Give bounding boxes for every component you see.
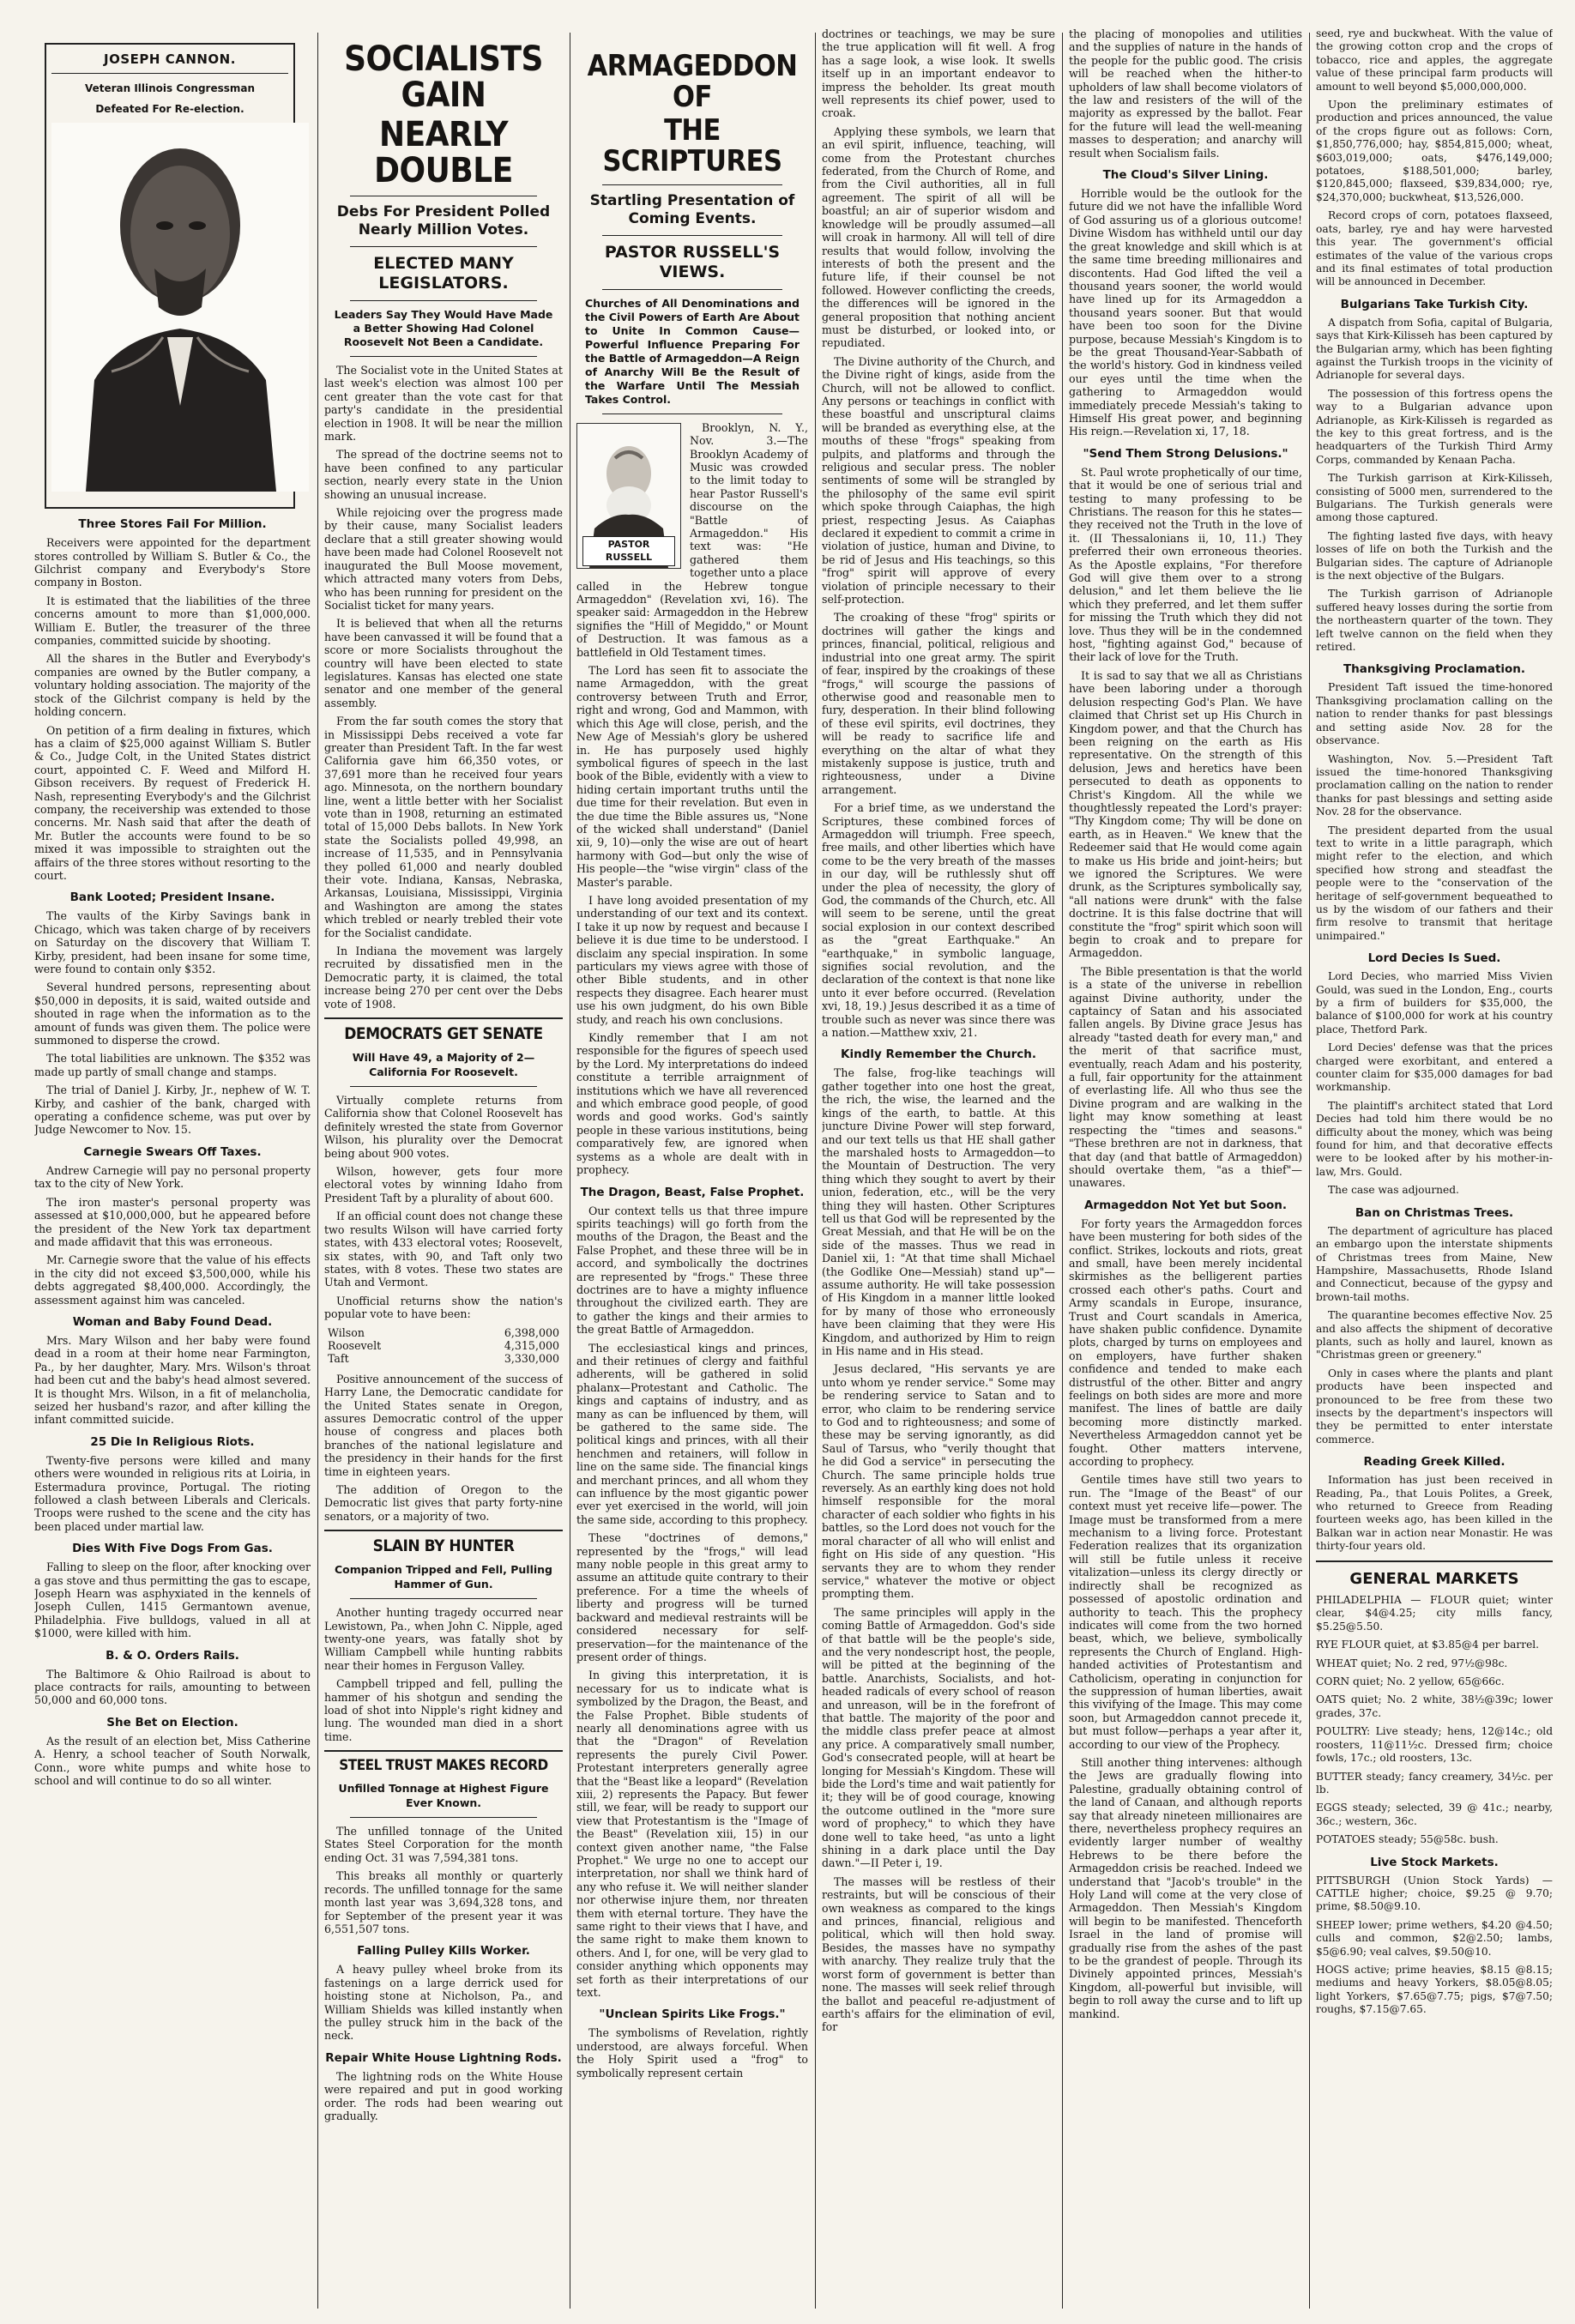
column-rule [1062,33,1063,2309]
market-line: CORN quiet; No. 2 yellow, 65@66c. [1316,1675,1505,1688]
paragraph: Andrew Carnegie will pay no personal property tax to the city of New York. [34,1163,311,1191]
paragraph: Applying these symbols, we learn that an evil spirit, influence, teaching, will come from the Protestant churches federated, from the Church of Rome, and from the Civil authorities, all in full agreement. The spirit of all will be boastful; an air of superior wisdom and knowledge will be proudly assumed—all will croak in harmony. All will tell of dire results that would follow, involving the interests of both the present and the future life, if their counsel be not followed. However conflicting the creeds, the differences will be ignored in the general proposition that nothing ancient must be disturbed, or looked into, or repudiated. [822,124,1055,350]
paragraph: This breaks all monthly or quarterly records. The unfilled tonnage for the same month last year was 3,694,328 tons, and for September of the present year it was 6,551,507 tons. [324,1869,563,1935]
paragraph: doctrines or teachings, we may be sure the true application will fit well. A frog has a sage look, a wise look. It swells itself up in an important endeavor to impress the beholder. Its great mouth well represents its chief power, used to croak. [822,27,1055,120]
vote-count: 6,398,000 [504,1325,559,1339]
paragraph: I have long avoided presentation of my understanding of our text and its context. I take it up now by request and because I believe it is due time to be understood. I disclaim any special inspiration. In some particulars my views agree with those of other Bible students, and in other respects they disagree. Each hearer must use his own judgment, do his own Bible study, and reach his own conclusions. [576,893,808,1026]
market-line: OATS quiet; No. 2 white, 38½@39c; lower grades, 37c. [1316,1693,1553,1719]
market-line: HOGS active; prime heavies, $8.15 @8.15; mediums and heavy Yorkers, $8.05@8.05; light Yorkers, $7.65@7.75; pigs, $7@7.50; roughs, $7.15@7.65. [1316,1963,1553,2016]
vote-count: 3,330,000 [504,1352,559,1366]
paragraph: Twenty-five persons were killed and many others were wounded in religious rits at Loiria, in Estermadura province, Portugal. The rioting followed a clash between Liberals and Clericals. Troops were rushed to the scene and the city has been placed under martial law. [34,1453,311,1533]
paragraph: The vaults of the Kirby Savings bank in Chicago, which was taken charge of by receivers on Saturday on the discovery that William T. Kirby, president, had been insane for some time, were found to contain only $352. [34,909,311,975]
paragraph: Information has just been received in Reading, Pa., that Louis Polites, a Greek, who returned to Greece from Reading fourteen weeks ago, has been killed in the Balkan war in action near Monastir. He was thirty-four years old. [1316,1474,1553,1553]
market-line: BUTTER steady; fancy creamery, 34½c. per lb. [1316,1770,1553,1796]
paragraph: Brooklyn, N. Y., Nov. 3.—The Brooklyn Academy of Music was crowded to the limit today to hear Pastor Russell's discourse on the "Battle of Armageddon." His text was: "He gathered them together unto a place called in the Hebrew tongue Armageddon" (Revelation xvi, 16). The speaker said: Armageddon in the Hebrew signifies the "Hill of Megiddo," or Mount of Destruction. It was famous as a battlefield in Old Testament times. [576,420,808,659]
subhead-not-yet: Armageddon Not Yet but Soon. [1083,1198,1288,1212]
column-1 [34,34,311,2307]
headline-live-stock: Live Stock Markets. [1370,1855,1499,1869]
cannon-portrait-box [45,43,295,509]
column-4 [822,27,1055,2307]
paragraph: It is believed that when all the returns have been canvassed it will be found that a score or more Socialists throughout the country will have been elected to state legislatures. Kansas has elected one state senator and one member of the general assembly. [324,617,563,709]
column-rule [317,33,318,2309]
column-5 [1069,27,1302,2307]
headline-woman-baby: Woman and Baby Found Dead. [72,1314,273,1329]
paragraph: Horrible would be the outlook for the future did we not have the infallible Word of God assuring us of a glorious outcome! Divine Wisdom has withheld until our day the great knowledge and skill which is at the same time breeding millionaires and discontents. Had God lifted the veil a thousand years sooner, the world would have lined up for its Armageddon a thousand years sooner. But that would have been too soon for the Divine purpose, because Messiah's Kingdom is to be the great Thousand-Year-Sabbath of the world's history. God in kindness veiled our eyes until the time when the gathering to Armageddon would immediately precede Messiah's taking to Himself His great power, and beginning His reign.—Revelation xi, 17, 18. [1069,187,1302,438]
paragraph: It is estimated that the liabilities of the three concerns amount to more than $1,000,000. William E. Butler, the treasurer of the three companies, committed suicide by shooting. [34,594,311,648]
paragraph: While rejoicing over the progress made by their cause, many Socialist leaders declare that a still greater showing would have been made had Colonel Roosevelt not inaugurated the Bull Moose movement, which attracted many voters from Debs, who has been running for president on the Socialist ticket for many years. [324,506,563,612]
paragraph: On petition of a firm dealing in fixtures, which has a claim of $25,000 against William S. Butler & Co., Judge Colt, in the United States district court, appointed C. F. Weed and Milford H. Gibson receivers. By request of Frederick H. Nash, representing Everybody's and the Gilchrist company, the receivership was extended to those concerns. Mr. Nash said that after the death of Mr. Butler the accounts were found to be so mixed it was impossible to straighten out the affairs of the three stores without resorting to the court. [34,723,311,882]
candidate-name: Roosevelt [328,1338,382,1352]
paragraph: The symbolisms of Revelation, rightly understood, are always forceful. When the Holy Spirit used a "frog" to symbolically represent certain [576,2026,808,2080]
subhead-dragon-beast: The Dragon, Beast, False Prophet. [580,1185,805,1199]
paragraph: From the far south comes the story that in Mississippi Debs received a vote far greater than President Taft. In the far west California gave him 66,350 votes, or 37,691 more than he received four years ago. Minnesota, on the northern boundary line, went a little better with her Socialist vote than in 1908, returning an estimated total of 15,000 Debs ballots. In New York state the Socialists polled 49,998, an increase of 11,535, and in Pennsylvania they polled 61,000 and nearly doubled their vote. Indiana, Kansas, Nebraska, Arkansas, Louisiana, Mississippi, Virginia and Washington are among the states which trebled or nearly trebled their vote for the Socialist candidate. [324,715,563,939]
subhead-unclean-spirits: "Unclean Spirits Like Frogs." [599,2007,786,2022]
paragraph: The case was adjourned. [1328,1184,1459,1197]
paragraph: The Socialist vote in the United States at last week's election was almost 100 per cent greater than the vote cast for that party's candidate in the presidential election in 1908. It will be near the million mark. [324,364,563,444]
paragraph: Mr. Carnegie swore that the value of his effects in the city did not exceed $3,500,000, while his debts aggregated $8,400,000. Accordingly, the assessment against him was canceled. [34,1253,311,1307]
market-line: PHILADELPHIA — FLOUR quiet; winter clear, $4@4.25; city mills fancy, $5.25@5.50. [1316,1594,1553,1633]
paragraph: The unfilled tonnage of the United States Steel Corporation for the month ending Oct. 31 was 7,594,381 tons. [324,1825,563,1864]
paragraph: For a brief time, as we understand the Scriptures, these combined forces of Armageddon will triumph. Free speech, free mails, and other liberties which have come to be the very breath of the masses in our day, will be ruthlessly shut off under the plea of necessity, the glory of God, the commands of the Church, etc. All will seem to be serene, until the great social explosion in our context described as the "great Earthquake." An "earthquake," in symbolic language, signifies social revolution, and the declaration of the context is that none like unto it ever before occurred. (Revelation xvi, 18, 19.) Jesus described it as a time of trouble such as never was since there was a nation.—Matthew xxiv, 21. [822,801,1055,1040]
paragraph: Receivers were appointed for the department stores controlled by William S. Butler & Co., the Gilchrist company and Everybody's Store company in Boston. [34,536,311,589]
deck-debs: Debs For President Polled Nearly Million Votes. [336,203,551,238]
column-2 [324,34,563,2307]
paragraph: In giving this interpretation, it is necessary for us to indicate what is symbolized by the Dragon, the Beast, and the False Prophet. Bible students of nearly all denominations agree with us that the "Dragon" of Revelation represents the purely Civil Power. Protestant interpreters generally agree that the "Beast like a leopard" (Revelation xiii, 2) represents the Papacy. But fewer still, we fear, will be ready to support our view that Protestantism is the "Image of the Beast" (Revelation xiii, 15) in our context given another name, "the False Prophet." We urge no one to accept our interpretation, nor shall we think hard of any who refuse it. We will neither slander nor otherwise injure them, nor threaten them with eternal torture. They have the same right to their views that I have, and the same right to make them known to others. And I, for one, will be very glad to consider anything which opponents may set forth as their interpretations of our text. [576,1669,808,2000]
paragraph: Jesus declared, "His servants ye are unto whom ye render service." Some may be rendering service to Satan and to error, who claim to be rendering service to God and to righteousness; and some of these may be serving ignorantly, as did Saul of Tarsus, who "verily thought that he did God a service" in persecuting the Church. The same principle holds true reversely. As an earthly king does not hold himself responsible for the moral character of each soldier who fights in his battles, so the Lord does not vouch for the moral character of all who will enlist and fight on His side of any question. "His servants they are to whom they render service," whatever the motive or object prompting them. [822,1362,1055,1601]
subhead-kindly-remember: Kindly Remember the Church. [841,1047,1036,1062]
paragraph: Lord Decies, who married Miss Vivien Gould, was sued in the London, Eng., courts by a firm of builders for $35,000, the balance of $100,000 for work at his country place, Thetford Park. [1316,970,1553,1035]
headline-reading-greek: Reading Greek Killed. [1363,1455,1506,1470]
paragraph: seed, rye and buckwheat. With the value of the growing cotton crop and the crops of tobacco, rice and apples, the aggregate value of these principal farm products will amount to well beyond $5,000,000,000. [1316,27,1553,93]
headline-general-markets: GENERAL MARKETS [1349,1569,1519,1588]
paragraph: A heavy pulley wheel broke from its fastenings on a large derrick used for hoisting stone at Nicholson, Pa., and William Shields was killed instantly when the pulley struck him in the back of the neck. [324,1963,563,2043]
headline-bulgarians: Bulgarians Take Turkish City. [1340,297,1529,311]
headline-christmas-trees: Ban on Christmas Trees. [1355,1205,1514,1220]
market-line: EGGS steady; selected, 39 @ 41c.; nearby, 36c.; western, 36c. [1316,1802,1553,1827]
paragraph: Lord Decies' defense was that the prices charged were exorbitant, and entered a counter claim for $35,000 damages for bad workmanship. [1316,1041,1553,1094]
market-line: SHEEP lower; prime wethers, $4.20 @4.50; culls and common, $2@2.50; lambs, $5@6.90; veal calves, $9.50@10. [1316,1918,1553,1958]
paragraph: Wilson, however, gets four more electoral votes by winning Idaho from President Taft by a plurality of about 600. [324,1165,563,1204]
table-row [324,1326,563,1339]
column-rule [815,33,816,2309]
paragraph: The president departed from the usual text to write in a little paragraph, which might refer to the election, and which specified how strong and steadfast the people were to the "conservation of the heritage of self-government bequeathed to us by the wisdom of our fathers and their firm resolve to transmit that heritage unimpaired." [1316,824,1553,942]
headline-bo-rails: B. & O. Orders Rails. [106,1648,239,1663]
paragraph: Another hunting tragedy occurred near Lewistown, Pa., when John C. Nipple, aged twenty-one years, was fatally shot by William Campbell while hunting rabbits near their homes in Ferguson Valley. [324,1606,563,1672]
paragraph: These "doctrines of demons," represented by the "frogs," will lead many noble people in this great army to assume an attitude quite contrary to their preference. For a time the wheels of liberty and progress will be turned backward and medieval restraints will be considered necessary for self-preservation—for the maintenance of the present order of things. [576,1531,808,1663]
headline-religious-riots: 25 Die In Religious Riots. [90,1434,255,1449]
paragraph: The Turkish garrison of Adrianople suffered heavy losses during the sortie from the northeastern quarter of the town. They left twelve cannon on the field when they retired. [1316,588,1553,654]
paragraph: The ecclesiastical kings and princes, and their retinues of clergy and faithful adherents, will be gathered in solid phalanx—Protestant and Catholic. The kings and captains of industry, and as many as can be influenced by them, will be gathered to the same side. The political kings and princes, with all their henchmen and retainers, will follow in line on the same side. The financial kings and merchant princes, and all whom they can influence by the most gigantic power ever yet exercised in the world, will join the same side, according to this prophecy. [576,1341,808,1526]
paragraph: Upon the preliminary estimates of production and prices announced, the value of the crops figure out as follows: Corn, $1,850,776,000; hay, $854,815,000; wheat, $603,019,000; oats, $476,149,000; potatoes, $188,501,000; barley, $120,845,000; flaxseed, $39,834,000; rye, $24,370,000; buckwheat, $13,526,000. [1316,99,1553,203]
deck-tonnage: Unfilled Tonnage at Highest Figure Ever Known. [338,1782,549,1810]
headline-lord-decies: Lord Decies Is Sued. [1367,951,1501,966]
paragraph: A dispatch from Sofia, capital of Bulgaria, says that Kirk-Kilisseh has been captured by the Bulgarian army, which has been fighting against the Turkish troops in the vicinity of Adrianople for several days. [1316,316,1553,382]
pastor-russell-photo [576,423,681,569]
paragraph: Gentile times have still two years to run. The "Image of the Beast" of our context must yet receive life—power. The Image must be transformed from a mere mechanism to a living force. Protestant Federation realizes that its organization will still be futile unless it receive vitalization—unless its clergy directly or indirectly shall be recognized as possessed of apostolic ordination and authority to teach. This the prophecy indicates will come from the two horned beast, which, we believe, symbolically represents the Church of England. High-handed activities of Protestantism and Catholicism, operating in conjunction for the suppression of human liberties, await this vivifying of the Image. This may come soon, but Armageddon cannot precede it, but must follow—perhaps a year after it, according to our view of the Prophecy. [1069,1473,1302,1751]
paragraph: As the result of an election bet, Miss Catherine A. Henry, a school teacher of South Norwalk, Conn., wore white pumps and white hose to school and will continue to do so all winter. [34,1734,311,1788]
paragraph: The addition of Oregon to the Democratic list gives that party forty-nine senators, or a majority of two. [324,1483,563,1523]
paragraph: It is sad to say that we all as Christians have been laboring under a thorough delusion respecting God's Plan. We have claimed that Christ set up His Church in Kingdom power, and that the Church has been reigning on the earth as His representative. On the strength of this delusion, Jews and heretics have been persecuted to death as opponents to Christ's Kingdom. All the while we thoughtlessly repeated the Lord's prayer: "Thy Kingdom come; Thy will be done on earth, as in Heaven." We knew that the Redeemer said that He would come again to make us His bride and joint-heirs; but we ignored the Scriptures. We were drunk, as the Scriptures symbolically say, "all nations were drunk" with the false doctrine. It is this false doctrine that will constitute the "frog" spirit which soon will begin to croak and to prepare for Armageddon. [1069,668,1302,960]
paragraph: the placing of monopolies and utilities and the supplies of nature in the hands of the people for the public good. The crisis will be reached when the hither-to upholders of law shall become violators of the law and resisters of the will of the majority as expressed by the ballot. Fear for the future will lead the well-meaning masses to desperation; and anarchy will result when Socialism fails. [1069,27,1302,160]
paragraph: The croaking of these "frog" spirits or doctrines will gather the kings and princes, financial, political, religious and industrial into one great army. The spirit of fear, inspired by the croakings of these "frogs," will scourge the passions of otherwise good and reasonable men to fury, desperation. In their blind following of these evil spirits, evil doctrines, they will be ready to sacrifice life and everything on the altar of what they mistakenly suppose is justice, truth and righteousness, under a Divine arrangement. [822,611,1055,796]
column-rule [1309,33,1310,2309]
paragraph: Washington, Nov. 5.—President Taft issued the time-honored Thanksgiving proclamation calling on the nation to render thanks for past blessings and setting aside Nov. 28 for the observance. [1316,752,1553,818]
headline-democrats-senate: DEMOCRATS GET SENATE [344,1024,543,1044]
paragraph: Virtually complete returns from California show that Colonel Roosevelt has definitely wrested the state from Governor Wilson, his plurality over the Democrat being about 900 votes. [324,1094,563,1160]
paragraph: Kindly remember that I am not responsible for the figures of speech used by the Lord. My interpretations do indeed constitute a terrible arraignment of institutions which we have all reverenced and which embrace good people, of good words and good works. God's saintly people in these various institutions, being comparatively few, are ignored when systems as a whole are dealt with in prophecy. [576,1031,808,1177]
headline-slain-hunter: SLAIN BY HUNTER [372,1536,515,1556]
headline-bank-looted: Bank Looted; President Insane. [69,890,275,905]
paragraph: The department of agriculture has placed an embargo upon the interstate shipments of Christmas trees from Maine, New Hampshire, Massachusetts, Rhode Island and Connecticut, because of the gypsy and brown-tail moths. [1316,1224,1553,1303]
headline-stores-fail: Three Stores Fail For Million. [78,517,267,532]
deck-legislators: ELECTED MANY LEGISLATORS. [373,254,514,293]
cannon-portrait-image [51,123,309,492]
deck-startling: Startling Presentation of Coming Events. [589,191,795,227]
candidate-name: Taft [328,1352,349,1366]
portrait-caption-1: Veteran Illinois Congressman [84,82,256,95]
market-line: POULTRY: Live steady; hens, 12@14c.; old roosters, 11@11½c. Dressed firm; choice fowls, 17c.; old roosters, 13c. [1316,1725,1553,1765]
paragraph: If an official count does not change these two results Wilson will have carried forty states, with 433 electoral votes; Roosevelt, six states, with 90, and Taft only two states, with 8 votes. These two states are Utah and Vermont. [324,1210,563,1289]
portrait-caption-2: Defeated For Re-election. [95,102,244,115]
portrait-name: JOSEPH CANNON. [51,53,288,74]
photo-caption: PASTOR RUSSELL [582,536,675,566]
table-row [324,1339,563,1352]
paragraph: Unofficial returns show the nation's popular vote to have been: [324,1294,563,1321]
market-line: POTATOES steady; 55@58c. bush. [1316,1833,1499,1846]
paragraph: The Turkish garrison at Kirk-Kilisseh, consisting of 5000 men, surrendered to the Bulgarians. The Turkish generals were among those captured. [1316,472,1553,524]
paragraph: The quarantine becomes effective Nov. 25 and also affects the shipment of decorative plants, such as holly and laurel, known as "Christmas green or greenery." [1316,1309,1553,1361]
paragraph: Record crops of corn, potatoes flaxseed, oats, barley, rye and hay were harvested this year. The government's official estimates of the value of the various crops and its final estimates of total production will be announced in December. [1316,209,1553,288]
headline-thanksgiving: Thanksgiving Proclamation. [1343,662,1526,677]
paragraph: The possession of this fortress opens the way to a Bulgarian advance upon Adrianople, as Kirk-Kilisseh is regarded as the key to this great fortress, and is the headquarters of the Turkish Third Army Corps, commanded by Kenaan Pacha. [1316,387,1553,466]
market-line: WHEAT quiet; No. 2 red, 97½@98c. [1316,1657,1508,1669]
market-line: PITTSBURGH (Union Stock Yards) —CATTLE higher; choice, $9.25 @ 9.70; prime, $8.50@9.10. [1316,1874,1553,1913]
paragraph: Campbell tripped and fell, pulling the hammer of his shotgun and sending the load of shot into Nipple's right kidney and lung. The wounded man died in a short time. [324,1677,563,1743]
deck-churches: Churches of All Denominations and the Civil Powers of Earth Are About to Unite In Common Cause—Powerful Influence Preparing For the Battle of Armageddon—A Reign of Anarchy Will Be the Result of the Warfare Until The Messiah Takes Control. [585,296,800,406]
paragraph: Falling to sleep on the floor, after knocking over a gas stove and thus permitting the gas to escape, Joseph Hearn was asphyxiated in the kennels of Joseph Cullen, 1415 Germantown avenue, Philadelphia. Five bulldogs, valued in all at $1000, were killed with him. [34,1560,311,1640]
paragraph: The trial of Daniel J. Kirby, Jr., nephew of W. T. Kirby, and cashier of the bank, charged with operating a confidence scheme, was put over by Judge Newcomer to Nov. 15. [34,1084,311,1137]
headline-election-bet: She Bet on Election. [106,1715,238,1729]
paragraph: The Bible presentation is that the world is a state of the universe in rebellion against Divine authority, under the captaincy of Satan and his associated fallen angels. By Divine grace Jesus has already "tasted death for every man," and the merit of that sacrifice must, eventually, reach Adam and his posterity, a full, fair opportunity for the attainment of everlasting life. All who thus see the Divine program and are walking in the light may know something at least respecting the "times and seasons." "These brethren are not in darkness, that that day (and that battle of Armageddon) should overtake them, "as a thief"—unawares. [1069,964,1302,1190]
deck-majority: Will Have 49, a Majority of 2—California For Roosevelt. [352,1051,535,1079]
paragraph: All the shares in the Butler and Everybody's companies are owned by the Butler company, a voluntary holding association. The majority of the stock of the Gilchrist company is held by the holding concern. [34,652,311,719]
headline-lightning-rods: Repair White House Lightning Rods. [325,2050,562,2065]
paragraph: The iron master's personal property was assessed at $10,000,000, but he appeared before the president of the New York tax department and made affidavit that this was erroneous. [34,1195,311,1248]
table-row [324,1352,563,1365]
subhead-strong-delusions: "Send Them Strong Delusions." [1083,446,1288,461]
paragraph: The Baltimore & Ohio Railroad is about to place contracts for rails, amounting to between 50,000 and 60,000 tons. [34,1667,311,1707]
subhead-silver-lining: The Cloud's Silver Lining. [1102,168,1269,183]
market-line: RYE FLOUR quiet, at $3.85@4 per barrel. [1316,1639,1540,1651]
paragraph: Our context tells us that three impure spirits teachings) will go forth from the mouths of the Dragon, the Beast and the False Prophet, and these three will be in accord, and symbolically the doctrines are represented by "frogs." These three doctrines are to have a mighty influence throughout the civilized earth. They are to gather the kings and their armies to the great Battle of Armageddon. [576,1204,808,1337]
headline-armageddon-1: ARMAGEDDON OF [587,49,798,114]
deck-companion: Companion Tripped and Fell, Pulling Hammer of Gun. [334,1563,553,1591]
headline-armageddon-2: THE SCRIPTURES [602,113,782,179]
paragraph: The same principles will apply in the coming Battle of Armageddon. God's side of that battle will be the people's side, and the very nondescript host, the people, will be pitted at the beginning of the battle. Anarchists, Socialists, and hot-headed radicals of every school of reason and unreason, will be in the forefront of that battle. The majority of the poor and the middle class prefer peace at almost any price. A comparatively small number, God's consecrated people, will at heart be longing for Messiah's Kingdom. These will bide the Lord's time and wait patiently for it; they will be of good courage, knowing the outcome outlined in the "more sure word of prophecy," to which they have done well to take heed, "as unto a light shining in a dark place until the Day dawn."—II Peter i, 19. [822,1605,1055,1870]
paragraph: Mrs. Mary Wilson and her baby were found dead in a room at their home near Farmington, Pa., by her daughter, Mary. Mrs. Wilson's throat had been cut and the baby's head almost severed. It is thought Mrs. Wilson, in a fit of melancholia, seized her husband's razor, and after killing the infant committed suicide. [34,1333,311,1427]
paragraph: Positive announcement of the success of Harry Lane, the Democratic candidate for the United States senate in Oregon, assures Democratic control of the upper house of congress and places both branches of the national legislature and the presidency in their hands for the first time in eighteen years. [324,1372,563,1478]
headline-pulley: Falling Pulley Kills Worker. [357,1944,530,1959]
paragraph: The Lord has seen fit to associate the name Armageddon, with the great controversy between Truth and Error, right and wrong, God and Mammon, with which this Age will close, perish, and the New Age of Messiah's glory be ushered in. He has purposely used highly symbolical figures of speech in the last book of the Bible, evidently with a view to hiding certain important truths until the due time for their revelation. But even in the due time the Bible assures us, "None of the wicked shall understand" (Daniel xii, 9, 10)—only the wise are out of heart harmony with God—but only the wise of His people—the "wise virgin" class of the Master's parable. [576,664,808,889]
paragraph: The fighting lasted five days, with heavy losses of life on both the Turkish and the Bulgarian sides. The capture of Adrianople is the next objective of the Bulgars. [1316,529,1553,583]
paragraph: Still another thing intervenes: although the Jews are gradually flowing into Palestine, gradually obtaining control of the land of Canaan, and although reports say that already nineteen millionaires are there, nevertheless prophecy requires an evidently larger number of wealthy Hebrews to be there before the Armageddon crisis be reached. Indeed we understand that "Jacob's trouble" in the Holy Land will come at the very close of Armageddon. Then Messiah's Kingdom will begin to be manifested. Thenceforth Israel in the land of promise will gradually rise from the ashes of the past to be the grandest of people. Through its Divinely appointed princes, Messiah's Kingdom, all-powerful but invisible, will begin to roll away the curse and to lift up mankind. [1069,1755,1302,2020]
headline-steel-trust: STEEL TRUST MAKES RECORD [339,1757,548,1775]
paragraph: Several hundred persons, representing about $50,000 in deposits, it is said, waited outside and shouted in rage when the information as to the amount of funds was given them. The police were summoned to disperse the crowd. [34,981,311,1047]
paragraph: St. Paul wrote prophetically of our time, that it would be one of serious trial and testing to many professing to be Christians. The reason for this he states—they received not the Truth in the love of it. (II Thessalonians ii, 10, 11.) They preferred their own erroneous theories. As the Apostle explains, "For therefore God will give them over to a strong delusion," and let them believe the lie which they preferred, and let them suffer for missing the Truth which they did not love. Thus they will be in the condemned host, "fighting against God," because of their lack of love for the Truth. [1069,465,1302,664]
deck-leaders: Leaders Say They Would Have Made a Better Showing Had Colonel Roosevelt Not Been a Candidate. [334,308,553,348]
paragraph: The false, frog-like teachings will gather together into one host the great, the rich, the wise, the learned and the kings of the earth, to battle. At this juncture Divine Power will step forward, and our text tells us that HE shall gather the marshaled hosts to Armageddon—to the Mountain of Destruction. The very thing which they sought to avert by their union, federation, etc., will be the very thing they will hasten. Other Scriptures tell us that God will be represented by the Great Messiah, and that He will be on the side of the masses. Thus we read in Daniel xii, 1: "At that time shall Michael (the Godlike One—Messiah) stand up"—assume authority. He will take possession of His Kingdom in a manner little looked for by many of those who erroneously have been claiming that they were His Kingdom, and authorized by Him to reign in His name and in His stead. [822,1066,1055,1357]
popular-vote-table [324,1326,563,1366]
vote-count: 4,315,000 [504,1338,559,1352]
paragraph: The masses will be restless of their restraints, but will be conscious of their own weakness as compared to the kings and princes, financial, religious and political, which will then hold sway. Besides, the masses have no sympathy with anarchy. They realize truly that the worst form of government is better than none. The masses will seek relief through the ballot and peaceful re-adjustment of earth's affairs for the elimination of evil, for [822,1874,1055,2034]
paragraph: President Taft issued the time-honored Thanksgiving proclamation calling on the nation to render thanks for past blessings and setting aside Nov. 28 for the observance. [1316,681,1553,747]
headline-carnegie: Carnegie Swears Off Taxes. [83,1144,262,1159]
paragraph: The spread of the doctrine seems not to have been confined to any particular section, nearly every state in the Union showing an unusual increase. [324,448,563,501]
paragraph: The lightning rods on the White House were repaired and put in good working order. The rods had been wearing out gradually. [324,2069,563,2122]
paragraph: The plaintiff's architect stated that Lord Decies had told him there would be no difficulty about the money, which was being found for him, and that decorative effects were to be looked after by his mother-in-law, Mrs. Gould. [1316,1099,1553,1178]
headline-dogs-gas: Dies With Five Dogs From Gas. [72,1542,273,1556]
headline-socialists-1: SOCIALISTS GAIN [344,39,543,115]
paragraph: In Indiana the movement was largely recruited by dissatisfied men in the Democratic party, it is claimed, the total increase being 270 per cent over the Debs vote of 1908. [324,945,563,1011]
paragraph: The total liabilities are unknown. The $352 was made up partly of small change and stamps. [34,1052,311,1078]
paragraph: The Divine authority of the Church, and the Divine right of kings, aside from the Church, will not be allowed to conflict. Any persons or teachings in conflict with these boastful and unscriptural claims will be branded as everything else, at the mouths of these "frogs" speaking from pulpits, and platforms and through the religious and secular press. The nobler sentiments of some will be strangled by the philosophy of the same evil spirit which spoke through Caiaphas, the high priest, respecting Jesus. As Caiaphas declared it expedient to commit a crime in violation of justice, human and Divine, to be rid of Jesus and His teachings, so this "frog" spirit will approve of every violation of principle necessary to their self-protection. [822,354,1055,607]
column-6 [1316,27,1553,2307]
headline-socialists-2: NEARLY DOUBLE [374,115,513,190]
column-3 [576,34,808,2307]
deck-pastor: PASTOR RUSSELL'S VIEWS. [604,242,781,281]
paragraph: For forty years the Armageddon forces have been mustering for both sides of the conflict. Strikes, lockouts and riots, great and small, have been merely incidental skirmishes as the belligerent parties crossed each other's paths. Court and Army scandals in Europe, insurance, Trust and Court scandals in America, have shaken public confidence. Dynamite plots, charged by turns on employees and on employers, have further shaken confidence and tended to make each distrustful of the other. Bitter and angry feelings on both sides are more and more manifest. The lines of battle are daily becoming more distinctly marked. Nevertheless Armageddon cannot yet be fought. Other matters intervene, according to prophecy. [1069,1216,1302,1469]
paragraph: Only in cases where the plants and plant products have been inspected and pronounced to be free from these two insects by the department's inspectors will they be permitted to enter interstate commerce. [1316,1367,1553,1446]
candidate-name: Wilson [328,1325,365,1339]
